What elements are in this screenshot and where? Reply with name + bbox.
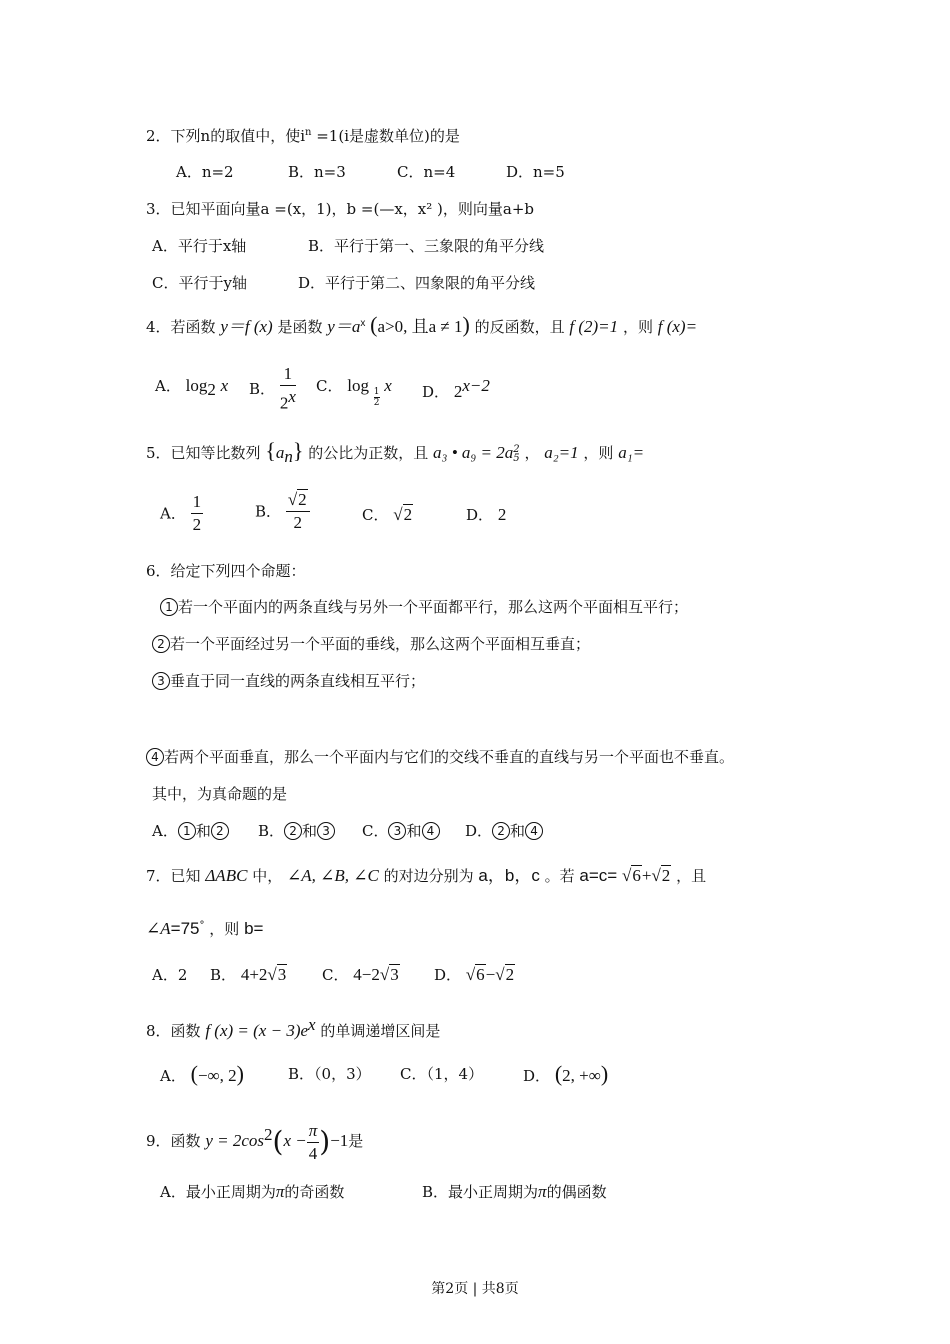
q4-option-b-num: 1: [280, 363, 296, 386]
q6-option-b-first: 2: [284, 822, 302, 840]
q4-option-c-base-num: 1: [373, 387, 380, 397]
q3-option-c: C．平行于y轴: [152, 274, 247, 292]
q7-equation: a=c=: [579, 866, 618, 885]
q4-expr-value: f (2)=1: [569, 317, 619, 336]
q4-option-c-var: x: [384, 376, 392, 395]
q6-item-4-number: 4: [146, 748, 164, 766]
q8-option-a: A． (−∞, 2): [160, 1061, 244, 1086]
q9-option-b: [422, 1182, 607, 1202]
q2-stem: [146, 123, 460, 146]
q4-option-c-base: [374, 387, 380, 408]
q6-option-d-first: 2: [492, 822, 510, 840]
q7-stem-line2: [146, 916, 263, 939]
q4-stem: 4．若函数 y＝f (x) 是函数 $y=a^x$ (a>0, 且a ≠ 1) 的反函数，且 f (2)=1 ，则 f (x)=: [146, 312, 698, 337]
q5-seq: a: [275, 443, 285, 462]
q7-option-d-root-2: 2: [505, 965, 515, 984]
q7-option-d-minus: −: [485, 965, 496, 984]
q6-item-2: [152, 634, 590, 654]
q4-expr-target: f (x)=: [657, 317, 698, 336]
q8-expr-sup: x: [308, 1015, 316, 1034]
q2-stem-tail: =1(i是虚数单位)的是: [311, 127, 460, 145]
q5-option-d-label: D．: [466, 506, 494, 524]
q6-option-b-second: 3: [317, 822, 335, 840]
q2-option-b: B．n=3: [288, 163, 346, 181]
q8-prefix: 8．函数: [146, 1022, 201, 1040]
q6-option-c-label: C．: [362, 822, 389, 840]
q6-option-c: [362, 821, 440, 841]
q6-item-4-text: 若两个平面垂直，那么一个平面内与它们的交线不垂直的直线与另一个平面也不垂直。: [164, 748, 735, 766]
page-footer: 第2页 | 共8页: [431, 1281, 519, 1297]
q7-option-b-root: 3: [277, 965, 287, 984]
q4-option-d: [422, 376, 490, 402]
q5-stem: 5．已知等比数列 $\{a_n\}$ 的公比为正数，且 a₃ • a₉ = 2a 2 5 ， a₂=1 ，则 a₁=: [146, 438, 645, 466]
q6-question: 其中，为真命题的是: [152, 785, 288, 803]
q4-option-a-var: x: [220, 376, 229, 395]
q4-option-d-base: 2: [453, 382, 463, 401]
q8-option-c-value: （1，4）: [426, 1065, 484, 1083]
q8-option-d-value: 2, +∞: [562, 1066, 601, 1085]
q6-option-a-and: 和: [195, 822, 211, 840]
q7-option-c: C． 4−2√3: [322, 965, 399, 984]
q9-option-a-label: A．: [160, 1183, 186, 1201]
q4-mid1: 是函数: [277, 318, 323, 336]
q7-option-b-label: B．: [210, 966, 237, 984]
q4-option-b: [249, 363, 296, 415]
q9-tail-expr: −1: [330, 1131, 349, 1150]
q6-option-d: [465, 821, 543, 841]
q7-mid1: 中，: [252, 867, 283, 885]
q7-tail: ，且: [676, 867, 707, 885]
q4-option-c-base-den: 2: [373, 398, 380, 408]
q8-option-a-label: A．: [160, 1067, 186, 1085]
q9-stem: 9．函数 $y = 2\cos^2(x$ − $\frac{\pi}{4}$ )−1是: [146, 1120, 364, 1163]
q7-mid3: 。若: [544, 867, 575, 885]
q2-option-a: A．n=2: [176, 163, 234, 181]
q5-mid1: 的公比为正数，且: [308, 444, 429, 462]
q4-option-c-label: C．: [316, 377, 343, 395]
q4-option-a-base: 2: [207, 380, 216, 399]
q5-expr-product: a₃ • a₉ = 2a: [433, 443, 514, 462]
q7-option-a-value: 2: [177, 966, 188, 984]
q5-option-b-label: B．: [255, 502, 282, 521]
q4-option-b-den-sup: x: [288, 387, 296, 406]
q4-option-a-label: A．: [155, 377, 181, 395]
q7-option-d-root-6: 6: [476, 965, 485, 984]
q4-mid3: ，则: [622, 318, 653, 336]
q7-side-b: b=: [244, 919, 264, 938]
q9-frac-den: 4: [308, 1143, 318, 1163]
q6-item-3: [152, 671, 425, 691]
q2-stem-sup: n: [305, 127, 312, 138]
q6-item-2-number: 2: [152, 635, 170, 653]
q6-option-a-label: A．: [152, 822, 178, 840]
q8-stem: [146, 1015, 440, 1041]
q9-option-b-pi: π: [538, 1182, 547, 1201]
q9-option-a: [160, 1182, 344, 1202]
q5-option-b: [255, 489, 310, 534]
q7-angles: ∠A, ∠B, ∠C: [287, 866, 379, 885]
q7-option-d: D． √6−√2: [434, 965, 515, 984]
q4-expr-exp: y＝a: [327, 317, 361, 336]
q8-option-d: D． (2, +∞): [523, 1061, 609, 1086]
q3-option-d: D．平行于第二、四象限的角平分线: [298, 274, 536, 292]
q9-option-b-text: 最小正周期为: [448, 1183, 539, 1201]
q5-option-a-fraction: [191, 491, 204, 536]
q7-option-c-label: C．: [322, 966, 349, 984]
q6-item-4: [146, 747, 734, 767]
q5-seq-sub: n: [284, 447, 293, 466]
q5-option-c-label: C．: [362, 506, 389, 524]
q9-option-a-pi: π: [275, 1182, 285, 1201]
q4-option-b-den: 2: [279, 393, 289, 413]
q6-option-d-and: 和: [510, 822, 526, 840]
q9-inner-x: x −: [283, 1131, 307, 1150]
q8-option-a-value: −∞, 2: [197, 1066, 237, 1085]
q4-option-b-label: B．: [249, 379, 276, 398]
q6-item-3-text: 垂直于同一直线的两条直线相互平行；: [170, 672, 426, 690]
q6-item-1: [160, 597, 688, 617]
q4-option-c: [316, 376, 392, 408]
q6-option-c-second: 4: [422, 822, 440, 840]
q2-stem-text: 2．下列n的取值中，使i: [146, 127, 306, 145]
q8-tail: 的单调递增区间是: [320, 1022, 441, 1040]
q7-root-2: 2: [661, 866, 671, 885]
q7-option-a: [152, 965, 187, 985]
q7-prefix: 7．已知: [146, 867, 201, 885]
q5-option-c-value: 2: [403, 505, 413, 524]
q7-root-6: 6: [632, 866, 641, 885]
q4-option-a: [155, 376, 228, 400]
q6-item-1-text: 若一个平面内的两条直线与另外一个平面都平行，那么这两个平面相互平行；: [178, 598, 689, 616]
q6-item-3-number: 3: [152, 672, 170, 690]
q8-expr: f (x) = (x − 3)e: [205, 1021, 309, 1040]
q7-plus: +: [641, 866, 652, 885]
q7-line2-tail: ，则: [209, 920, 240, 938]
q4-option-d-label: D．: [422, 383, 450, 401]
q6-option-c-and: 和: [406, 822, 422, 840]
q5-option-a-num: 1: [191, 491, 204, 514]
q8-option-d-label: D．: [523, 1067, 551, 1085]
q5-option-a-den: 2: [192, 515, 202, 534]
q3-option-b: B．平行于第一、三象限的角平分线: [308, 237, 545, 255]
q5-option-b-num: 2: [298, 490, 307, 509]
q9-expr-sup: 2: [264, 1125, 273, 1144]
q6-item-1-number: 1: [160, 598, 178, 616]
q8-option-c-label: C．: [400, 1065, 427, 1083]
q5-option-a-label: A．: [160, 504, 186, 523]
q5-option-c: C． √2: [362, 505, 413, 524]
q7-option-d-label: D．: [434, 966, 462, 984]
q9-tail: 是: [348, 1132, 364, 1150]
q5-option-d: [466, 505, 506, 525]
q6-option-d-second: 4: [525, 822, 543, 840]
q5-prefix: 5．已知等比数列: [146, 444, 261, 462]
q7-angle-a: ∠A: [146, 919, 171, 938]
q9-option-a-tail: 的奇函数: [284, 1183, 345, 1201]
q5-mid3: ，则: [583, 444, 614, 462]
q5-expr-a2: a₂=1: [544, 443, 579, 462]
q9-expr: y = 2cos: [205, 1131, 265, 1150]
q5-expr-a1: a₁=: [618, 443, 645, 462]
q7-option-c-value: 4−2: [353, 965, 380, 984]
q4-option-b-fraction: [280, 363, 296, 415]
q8-option-b-label: B．: [288, 1065, 315, 1083]
q9-fraction: [307, 1120, 320, 1165]
q3-option-a: A．平行于x轴: [152, 237, 247, 255]
q4-prefix: 4．若函数: [146, 318, 216, 336]
q7-sides: a，b，c: [478, 866, 540, 885]
q4-option-a-log: log: [185, 376, 208, 395]
q7-option-a-label: A．: [152, 966, 178, 984]
q3-stem: 3．已知平面向量a =(x，1)，b =(—x，x² )，则向量a+b: [146, 200, 534, 218]
q8-option-c: [400, 1064, 483, 1084]
q4-expr-exp-sup: x: [360, 318, 366, 329]
q7-option-b-value: 4+2: [240, 965, 268, 984]
q6-item-2-text: 若一个平面经过另一个平面的垂线，那么这两个平面相互垂直；: [170, 635, 591, 653]
q5-option-d-value: 2: [497, 505, 507, 524]
q5-option-b-fraction: $\frac{√2}{2}$: [286, 489, 310, 534]
q2-option-d: D．n=5: [506, 163, 565, 181]
q5-expr-sub: 5: [513, 453, 520, 464]
q7-angle-value: =75: [170, 919, 200, 938]
q6-option-b-label: B．: [258, 822, 285, 840]
q7-option-b: B． 4+2√3: [210, 965, 287, 984]
q5-option-b-den: 2: [293, 513, 302, 532]
q7-degree: °: [199, 920, 205, 931]
q5-expr-sup: 2: [513, 444, 520, 455]
q9-prefix: 9．函数: [146, 1132, 201, 1150]
q6-option-a-second: 2: [211, 822, 229, 840]
q5-mid2: ，: [524, 444, 540, 462]
q4-condition: a>0, 且a ≠ 1: [377, 317, 463, 336]
q5-option-a: [160, 491, 203, 536]
q4-option-c-log: log: [347, 376, 369, 395]
q7-mid2: 的对边分别为: [383, 867, 474, 885]
q9-option-b-tail: 的偶函数: [546, 1183, 607, 1201]
q6-option-a-first: 1: [178, 822, 196, 840]
q7-option-c-root: 3: [390, 965, 399, 984]
q8-option-b-value: （0，3）: [314, 1065, 371, 1083]
q4-option-d-exp: x−2: [462, 376, 490, 395]
q4-mid2: 的反函数，且: [474, 318, 565, 336]
q7-triangle: ΔABC: [205, 866, 248, 885]
q6-option-c-first: 3: [388, 822, 406, 840]
q6-option-d-label: D．: [465, 822, 493, 840]
q6-stem: 6．给定下列四个命题：: [146, 562, 306, 580]
q9-option-b-label: B．: [422, 1183, 449, 1201]
q7-stem: 7．已知 ΔABC 中， ∠A, ∠B, ∠C 的对边分别为 a，b，c 。若 a=c= √6+√2 ，且: [146, 866, 707, 885]
q6-option-b-and: 和: [302, 822, 318, 840]
q8-option-b: [288, 1064, 371, 1084]
q6-option-a: [152, 821, 229, 841]
q9-option-a-text: 最小正周期为: [185, 1183, 276, 1201]
q6-option-b: [258, 821, 335, 841]
q2-option-c: C．n=4: [397, 163, 456, 181]
q9-frac-num: π: [307, 1120, 320, 1143]
q4-expr-inverse: y＝f (x): [220, 317, 273, 336]
